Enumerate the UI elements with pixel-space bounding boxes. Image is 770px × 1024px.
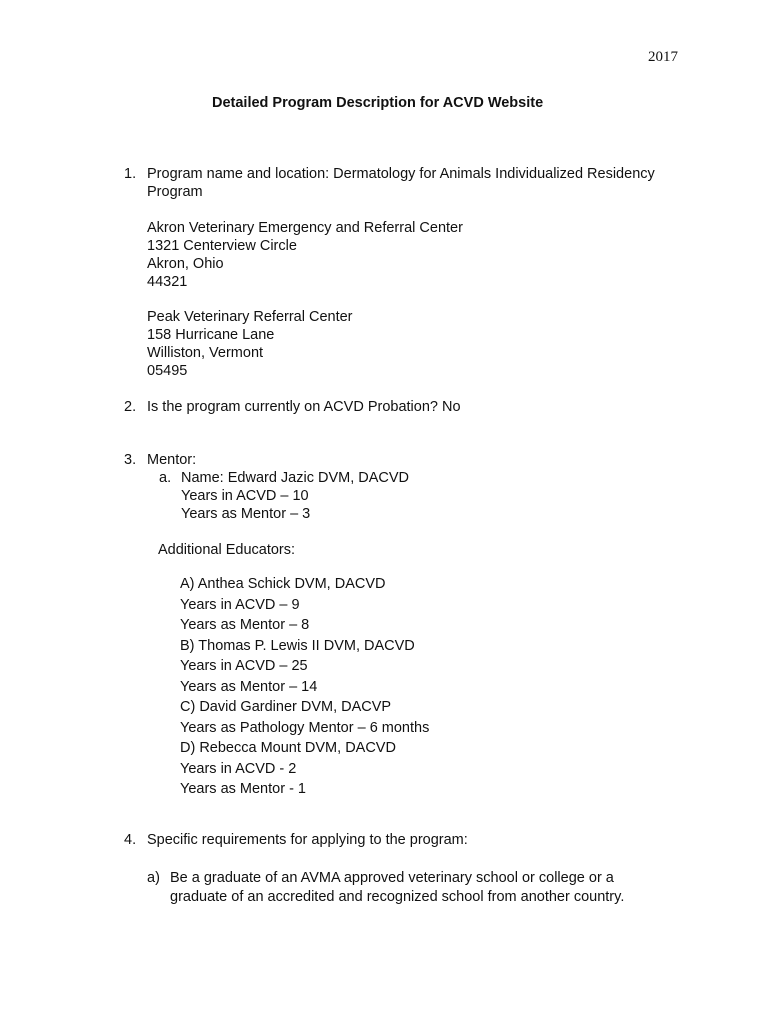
location-line: 05495 — [147, 363, 188, 379]
document-title: Detailed Program Description for ACVD Website — [212, 95, 544, 111]
educator-line: A) Anthea Schick DVM, DACVD — [180, 576, 386, 592]
educator-line: Years as Pathology Mentor – 6 months — [180, 720, 430, 736]
item-number: 2. — [124, 399, 137, 415]
educator-line: B) Thomas P. Lewis II DVM, DACVD — [180, 638, 415, 654]
mentor-label: Mentor: — [147, 452, 197, 468]
requirement-marker: a) — [147, 870, 160, 886]
document-year: 2017 — [648, 49, 678, 65]
program-name-line-2: Program — [147, 184, 203, 200]
educator-line: Years as Mentor – 14 — [180, 679, 318, 695]
probation-question: Is the program currently on ACVD Probation? No — [147, 399, 461, 415]
location-line: Williston, Vermont — [147, 345, 264, 361]
location-line: Peak Veterinary Referral Center — [147, 309, 353, 325]
location-line: Akron, Ohio — [147, 256, 224, 272]
educator-line: Years in ACVD - 2 — [180, 761, 297, 777]
educator-line: Years as Mentor – 8 — [180, 617, 310, 633]
item-number: 3. — [124, 452, 137, 468]
mentor-name: Name: Edward Jazic DVM, DACVD — [181, 470, 410, 486]
location-line: 158 Hurricane Lane — [147, 327, 275, 343]
requirement-line-2: graduate of an accredited and recognized school from another country. — [170, 889, 625, 905]
educator-line: Years in ACVD – 9 — [180, 597, 300, 613]
location-line: 44321 — [147, 274, 188, 290]
educator-line: Years as Mentor - 1 — [180, 781, 306, 797]
mentor-years-mentor: Years as Mentor – 3 — [181, 506, 311, 522]
location-line: Akron Veterinary Emergency and Referral Center — [147, 220, 463, 236]
educator-line: Years in ACVD – 25 — [180, 658, 308, 674]
additional-educators-label: Additional Educators: — [158, 542, 296, 558]
location-line: 1321 Centerview Circle — [147, 238, 297, 254]
mentor-marker: a. — [159, 470, 172, 486]
requirement-line-1: Be a graduate of an AVMA approved veterinary school or college or a — [170, 870, 614, 886]
educator-line: C) David Gardiner DVM, DACVP — [180, 699, 392, 715]
requirements-heading: Specific requirements for applying to the program: — [147, 832, 468, 848]
item-number: 4. — [124, 832, 137, 848]
mentor-years-acvd: Years in ACVD – 10 — [181, 488, 309, 504]
educator-line: D) Rebecca Mount DVM, DACVD — [180, 740, 396, 756]
item-number: 1. — [124, 166, 137, 182]
program-name-line-1: Program name and location: Dermatology for Animals Individualized Residency — [147, 166, 655, 182]
